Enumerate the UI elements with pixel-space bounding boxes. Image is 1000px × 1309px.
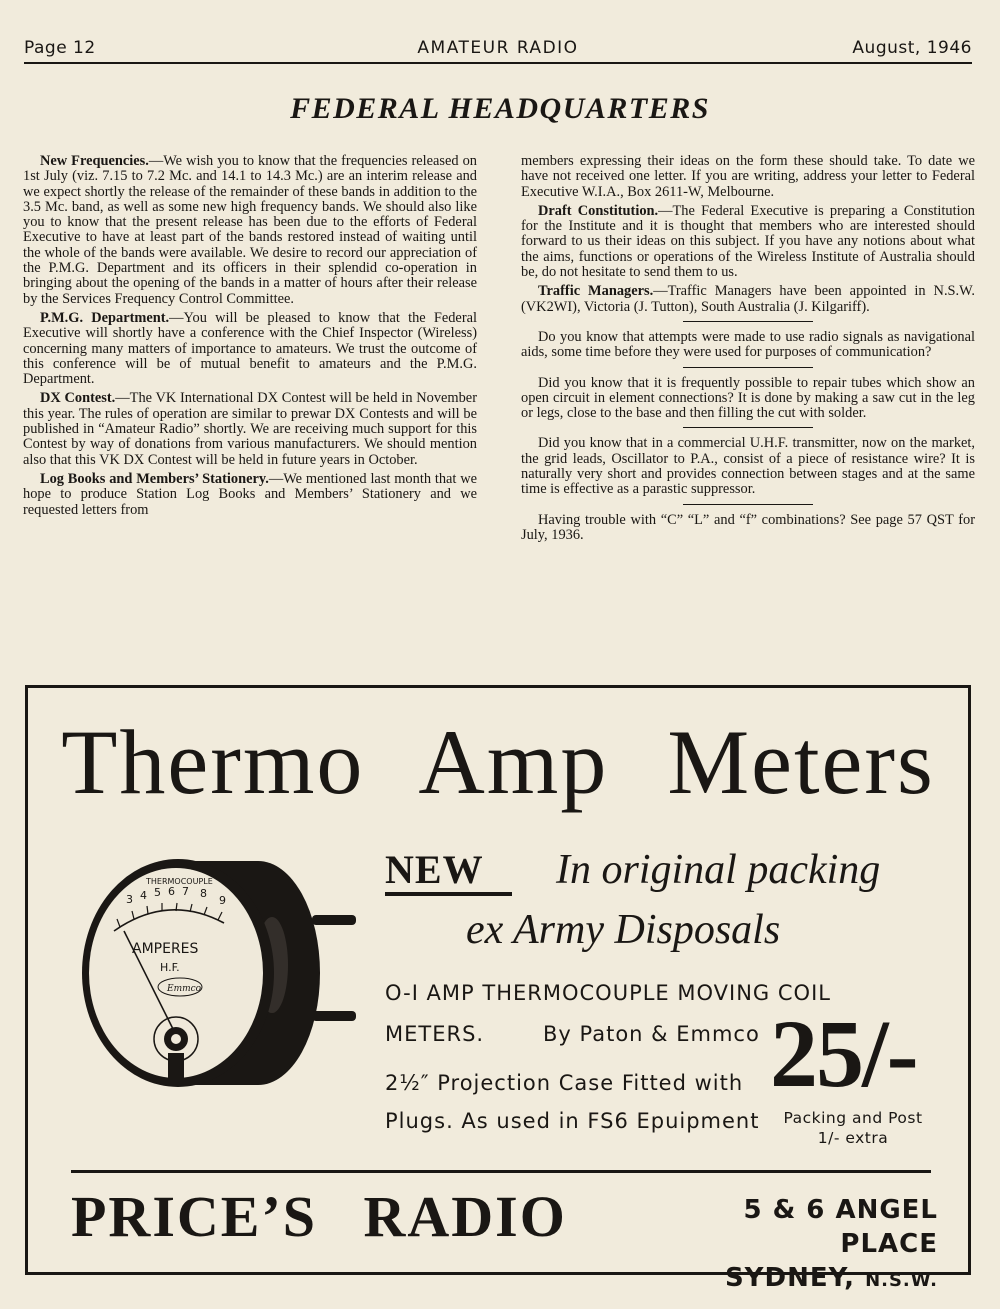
meter-dial-subtext: H.F. — [160, 961, 180, 974]
filler-separator — [683, 427, 813, 428]
paragraph-continuation: members expressing their ideas on the form these should take. To date we have not received one letter. If you are writing, address your letter to Federal Executive W.I.A., Box 2611-W, Melbourne. — [521, 153, 975, 200]
right-column — [521, 154, 975, 547]
postage-note: Packing and Post — [783, 1109, 923, 1127]
paragraph-body: —You will be pleased to know that the Federal Executive will shortly have a conference with the Chief Inspector (Wireless) concerning many matters of importance to amateurs. We trust the outcome of this conference will be of mutual benefit to amateurs and the P.M.G. Department. — [23, 309, 477, 388]
filler-separator — [683, 321, 813, 322]
product-description: Plugs. As used in FS6 Epuipment — [385, 1109, 760, 1133]
paragraph-pmg-department — [23, 311, 477, 387]
meter-scale-label: 8 — [200, 887, 207, 900]
paragraph-heading: P.M.G. Department. — [40, 309, 170, 326]
product-description: O-I AMP THERMOCOUPLE MOVING COIL — [385, 981, 831, 1005]
meter-scale-label: 5 — [154, 886, 161, 899]
paragraph-dx-contest — [23, 391, 477, 467]
meter-scale-label: 6 — [168, 885, 175, 898]
paragraph-heading: Traffic Managers. — [538, 283, 654, 300]
filler-separator — [683, 504, 813, 505]
paragraph-log-books — [23, 472, 477, 518]
paragraph-heading: DX Contest. — [40, 390, 116, 407]
meter-scale-label: 9 — [219, 894, 226, 907]
ad-divider — [71, 1170, 931, 1173]
paragraph-body: —The Federal Executive is preparing a Constitution for the Institute and it is thought that members who are interested should forward to us their ideas on this subject. If you have any notions about what the aims, functions or operations of the Wireless Institute of Australia should be, do not hesitate to send them to us. — [521, 202, 975, 281]
address-state: N.S.W. — [865, 1270, 938, 1291]
paragraph-heading: Log Books and Members’ Stationery. — [40, 470, 269, 487]
section-title: FEDERAL HEADQUARTERS — [290, 92, 710, 125]
product-maker: By Paton & Emmco — [543, 1022, 760, 1046]
ad-tagline-sub: ex Army Disposals — [466, 907, 781, 953]
meter-dial-text: AMPERES — [132, 941, 199, 957]
postage-extra: 1/- extra — [817, 1129, 889, 1147]
shop-name: PRICE’S RADIO — [71, 1184, 567, 1249]
publication-title: AMATEUR RADIO — [417, 38, 579, 58]
paragraph-new-frequencies — [23, 154, 477, 307]
meter-scale-label: 4 — [140, 889, 147, 902]
address-city: SYDNEY, — [724, 1263, 855, 1293]
filler-paragraph: Did you know that it is frequently possible to repair tubes which show an open circuit in element connections? It is done by making a saw cut in the leg or legs, close to the base and then filling the cut with solder. — [521, 374, 975, 422]
filler-paragraph: Did you know that in a commercial U.H.F. transmitter, now on the market, the grid leads, Oscillator to P.A., consist of a piece of resistance wire? It is naturally very short and provides connection between stages and at the same time is effective as a parastic suppressor. — [521, 435, 975, 498]
price: 25/- — [770, 1000, 917, 1107]
paragraph-body: —Traffic Managers have been appointed in N.S.W. (VK2WI), Victoria (J. Tutton), South Australia (J. Kilgariff). — [521, 283, 975, 315]
ad-tagline: In original packing — [556, 847, 881, 893]
new-label-underline — [385, 892, 512, 896]
paragraph-body: —The VK International DX Contest will be held in November this year. The rules of operation are similar to prewar DX Contests and will be published in “Amateur Radio” shortly. We are receiving much support for this Contest by way of donations from various manufacturers. We should mention also that this VK DX Contest will be held in future years in October. — [23, 390, 477, 468]
new-label: NEW — [385, 847, 484, 892]
issue-date: August, 1946 — [852, 38, 972, 58]
paragraph-body: —We mentioned last month that we hope to produce Station Log Books and Members’ Stationery and we requested letters from — [23, 470, 477, 518]
page-number: Page 12 — [24, 38, 96, 58]
meter-brand-arc: THERMOCOUPLE — [146, 877, 213, 886]
header-rule — [24, 62, 972, 64]
filler-paragraph: Having trouble with “C” “L” and “f” combinations? See page 57 QST for July, 1936. — [521, 511, 975, 543]
paragraph-heading: New Frequencies. — [40, 153, 149, 169]
paragraph-draft-constitution — [521, 204, 975, 280]
paragraph-heading: Draft Constitution. — [538, 202, 659, 219]
filler-paragraph: Do you know that attempts were made to use radio signals as navigational aids, some time before they were used for purposes of communication? — [521, 328, 975, 361]
meter-scale-label: 7 — [182, 885, 189, 898]
product-description: 2½″ Projection Case Fitted with — [385, 1071, 744, 1095]
paragraph-body: —We wish you to know that the frequencies released on 1st July (viz. 7.15 to 7.2 Mc. and 14.1 to 14.3 Mc.) are an interim release and we expect shortly the release of the remainder of these bands in addition to the 3.5 Mc. band, as well as some new high frequency bands. We should also like you to know that the present release has been due to the efforts of Federal Executive to have at least part of the bands restored instead of waiting until the whole of the bands were available. We desire to record our appreciation of the P.M.G. Department and its officers in their splendid co-operation in bringing about the opening of the bands in a matter of hours after their release by the Services Frequency Control Committee. — [23, 153, 477, 307]
filler-separator — [683, 367, 813, 368]
paragraph-traffic-managers — [521, 284, 975, 315]
address-street: 5 & 6 ANGEL PLACE — [743, 1195, 938, 1259]
advertisement-box — [25, 685, 971, 1293]
product-description: METERS. — [385, 1022, 485, 1046]
meter-maker-logo: Emmco — [167, 984, 202, 994]
address-city-line — [638, 1261, 938, 1298]
shop-address — [638, 1193, 938, 1298]
running-head — [24, 36, 972, 64]
price-note — [768, 1108, 938, 1148]
meter-scale-label: 3 — [126, 893, 133, 906]
thermocouple-meter-icon — [76, 853, 366, 1103]
ad-headline: Thermo Amp Meters — [61, 711, 935, 813]
left-column — [23, 154, 477, 522]
